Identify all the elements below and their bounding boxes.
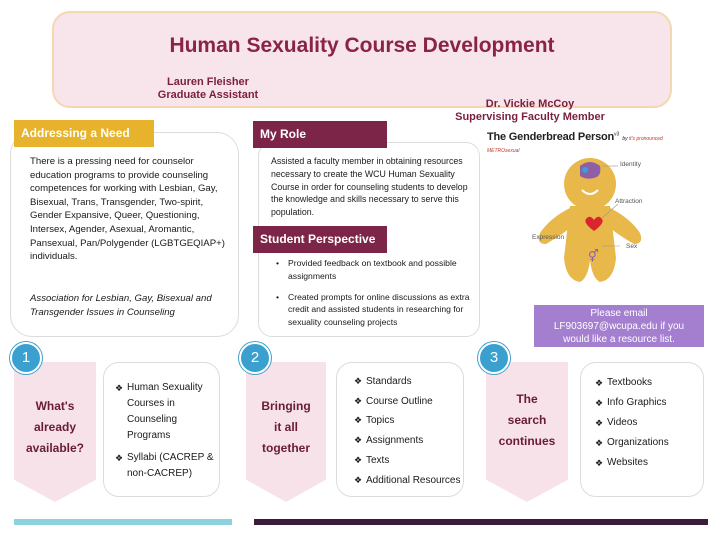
student-list <box>274 257 476 329</box>
step-2-item: ❖ Assignments <box>354 431 464 451</box>
role-body: Assisted a faculty member in obtaining resources necessary to create the WCU Human Sexuality Course in order for counseling students to develop the knowledge and skills necessary to serve this population. <box>271 156 468 218</box>
step-3-label-line: The <box>516 392 538 406</box>
student-item-1: • Provided feedback on textbook and possible assignments <box>274 257 476 283</box>
genderbread-version: v3 <box>614 131 620 138</box>
title-banner <box>52 11 672 108</box>
email-line-1: Please email <box>590 308 648 319</box>
need-body: There is a pressing need for counselor education programs to provide counseling competences for working with Lesbian, Gay, Bisexual, Trans, Transgender, Two-spirit, Gender Expansive, Queer, Questioning, Intersex, Agender, Asexual, Aromantic, Pansexual, Pan/Polygender (LGBTGEQIAP+) individuals. <box>30 156 225 263</box>
faculty-name: Dr. Vickie McCoy <box>485 98 575 110</box>
step-3-label <box>486 389 568 452</box>
author-role: Graduate Assistant <box>157 89 259 101</box>
step-1-list-wrap <box>115 380 215 482</box>
step-2-label <box>246 396 326 459</box>
step-3-label-line: search <box>507 413 547 427</box>
step-3-label-line: continues <box>498 434 556 448</box>
author-block <box>150 76 266 101</box>
step-2-label-line: together <box>262 441 310 455</box>
email-note <box>534 305 704 347</box>
step-3-item: ❖ Textbooks <box>595 373 700 393</box>
step-1-item: ❖ Human Sexuality Courses in Counseling Programs <box>115 380 215 444</box>
faculty-role: Supervising Faculty Member <box>455 111 605 123</box>
step-3-item: ❖ Organizations <box>595 433 700 453</box>
step-1-list <box>115 380 215 482</box>
step-2-number: 2 <box>239 342 271 374</box>
author-name: Lauren Fleisher <box>167 76 249 88</box>
need-heading: Addressing a Need <box>14 120 154 147</box>
label-expression: Expression <box>532 234 565 241</box>
role-heading: My Role <box>253 121 387 148</box>
step-1-label-line: already <box>33 420 77 434</box>
brain-icon <box>580 162 600 179</box>
student-list-wrap <box>274 257 476 337</box>
step-3-item: ❖ Websites <box>595 453 700 473</box>
step-3-item: ❖ Info Graphics <box>595 393 700 413</box>
email-address[interactable]: LF903697@wcupa.edu if you <box>553 321 685 332</box>
genderbread-byline: by <box>622 136 630 142</box>
genderbread-title: The Genderbread Person <box>487 131 615 143</box>
step-2-list <box>354 372 464 490</box>
step-2-item: ❖ Standards <box>354 372 464 392</box>
genderbread-title-line <box>487 131 687 154</box>
student-heading: Student Perspective <box>253 226 387 253</box>
footer-bar-right <box>254 519 708 525</box>
genderbread-brand: it's pronounced METROsexual <box>487 136 663 154</box>
email-line-3: would like a resource list. <box>563 334 675 345</box>
step-2-item: ❖ Topics <box>354 411 464 431</box>
page-title: Human Sexuality Course Development <box>169 34 555 57</box>
label-attraction: Attraction <box>615 198 643 205</box>
step-3-number: 3 <box>478 342 510 374</box>
step-1-label <box>14 396 96 459</box>
step-2-item: ❖ Course Outline <box>354 392 464 412</box>
step-2-label-line: Bringing <box>261 399 311 413</box>
step-1-number: 1 <box>10 342 42 374</box>
step-1-label-line: available? <box>25 441 85 455</box>
step-3-item: ❖ Videos <box>595 413 700 433</box>
step-3-list-wrap <box>595 373 700 473</box>
genderbread-figure <box>530 148 650 288</box>
student-item-2: • Created prompts for online discussions as extra credit and assisted students in researching for sexuality counseling projects <box>274 291 476 329</box>
faculty-block <box>430 98 630 123</box>
need-source: Association for Lesbian, Gay, Bisexual and Transgender Issues in Counseling <box>30 293 212 318</box>
step-2-list-wrap <box>354 372 464 490</box>
step-3-list <box>595 373 700 473</box>
step-1-item: ❖ Syllabi (CACREP & non-CACREP) <box>115 450 215 482</box>
footer-bar-left <box>14 519 232 525</box>
step-2-item: ❖ Texts <box>354 451 464 471</box>
step-2-item: ❖ Additional Resources <box>354 471 464 491</box>
label-identity: Identity <box>620 161 641 168</box>
label-sex: Sex <box>626 243 638 250</box>
step-1-label-line: What's <box>35 399 75 413</box>
sex-symbol-icon: ⚥ <box>588 249 599 263</box>
step-2-label-line: it all <box>273 420 298 434</box>
